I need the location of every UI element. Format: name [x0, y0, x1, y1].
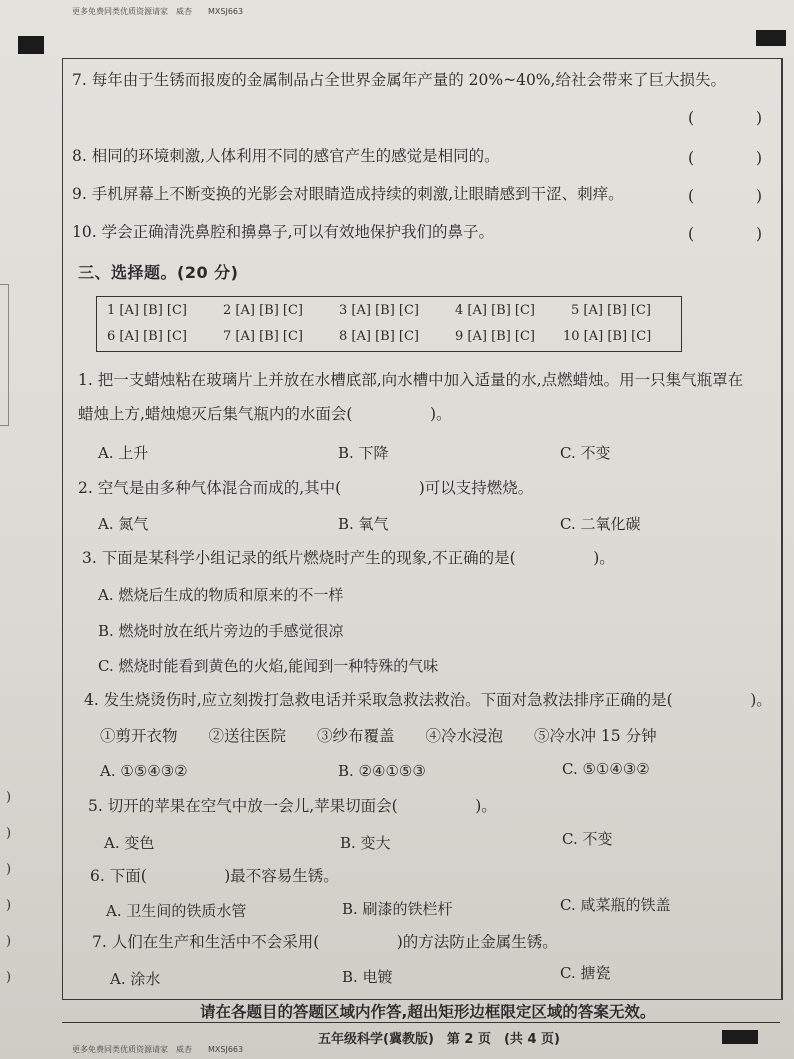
margin-paren: )	[6, 970, 12, 985]
answer-sheet-cell[interactable]: 3 [A] [B] [C]	[339, 303, 419, 318]
question-3-option-b[interactable]: B. 燃烧时放在纸片旁边的手感觉很凉	[98, 622, 344, 640]
question-4-option-a[interactable]: A. ①⑤④③②	[100, 762, 188, 780]
answer-sheet-cell[interactable]: 7 [A] [B] [C]	[223, 329, 303, 344]
question-4-steps: ①剪开衣物 ②送往医院 ③纱布覆盖 ④冷水浸泡 ⑤冷水冲 15 分钟	[100, 727, 657, 745]
question-4-option-b[interactable]: B. ②④①⑤③	[338, 762, 426, 780]
margin-paren: )	[6, 862, 12, 877]
watermark-bottom: 更多免费同类优质资源请家 威杏 MXSJ663	[72, 1045, 244, 1054]
question-1-option-b[interactable]: B. 下降	[338, 444, 389, 462]
question-4-line-1: 4. 发生烧烫伤时,应立刻拨打急救电话并采取急救法救治。下面对急救法排序正确的是( )。	[84, 691, 772, 709]
judgement-question-7: 7. 每年由于生锈而报废的金属制品占全世界金属年产量的 20%~40%,给社会带来了巨大损失。	[72, 71, 726, 89]
registration-mark-top-right	[756, 30, 786, 46]
answer-sheet-cell[interactable]: 9 [A] [B] [C]	[455, 329, 535, 344]
margin-paren: )	[6, 934, 12, 949]
question-2-line-1: 2. 空气是由多种气体混合而成的,其中( )可以支持燃烧。	[78, 479, 534, 497]
page-number: 五年级科学(冀教版) 第 2 页 (共 4 页)	[318, 1032, 560, 1047]
question-3-option-c[interactable]: C. 燃烧时能看到黄色的火焰,能闻到一种特殊的气味	[98, 657, 439, 675]
question-6-line-1: 6. 下面( )最不容易生锈。	[90, 867, 339, 885]
answer-sheet-cell[interactable]: 10 [A] [B] [C]	[563, 329, 652, 344]
judgement-question-9: 9. 手机屏幕上不断变换的光影会对眼睛造成持续的刺激,让眼睛感到干涩、刺痒。	[72, 185, 624, 203]
question-2-option-a[interactable]: A. 氮气	[98, 515, 149, 533]
question-3-option-a[interactable]: A. 燃烧后生成的物质和原来的不一样	[98, 586, 344, 604]
question-7-option-a[interactable]: A. 涂水	[110, 970, 161, 988]
question-7-option-c[interactable]: C. 搪瓷	[560, 964, 611, 982]
judgement-question-8: 8. 相同的环境刺激,人体利用不同的感官产生的感觉是相同的。	[72, 147, 500, 165]
margin-paren: )	[6, 826, 12, 841]
question-2-option-c[interactable]: C. 二氧化碳	[560, 515, 641, 533]
footer-divider	[62, 1022, 780, 1023]
question-2-option-b[interactable]: B. 氧气	[338, 515, 389, 533]
question-1-line-2: 蜡烛上方,蜡烛熄灭后集气瓶内的水面会( )。	[78, 405, 452, 423]
question-5-option-a[interactable]: A. 变色	[104, 834, 155, 852]
answer-sheet-cell[interactable]: 1 [A] [B] [C]	[107, 303, 187, 318]
question-1-option-a[interactable]: A. 上升	[98, 444, 149, 462]
registration-mark-bottom-right	[722, 1030, 758, 1044]
footer-note: 请在各题目的答题区域内作答,超出矩形边框限定区域的答案无效。	[200, 1003, 656, 1021]
question-1-option-c[interactable]: C. 不变	[560, 444, 611, 462]
answer-paren-8[interactable]: ( )	[688, 149, 763, 167]
question-5-option-c[interactable]: C. 不变	[562, 830, 613, 848]
question-5-line-1: 5. 切开的苹果在空气中放一会儿,苹果切面会( )。	[88, 797, 497, 815]
answer-sheet-cell[interactable]: 2 [A] [B] [C]	[223, 303, 303, 318]
answer-sheet-box	[96, 296, 682, 352]
left-page-edge	[0, 284, 9, 426]
question-4-option-c[interactable]: C. ⑤①④③②	[562, 760, 650, 778]
question-7-option-b[interactable]: B. 电镀	[342, 968, 393, 986]
question-1-line-1: 1. 把一支蜡烛粘在玻璃片上并放在水槽底部,向水槽中加入适量的水,点燃蜡烛。用一只集气瓶罩在	[78, 371, 744, 389]
answer-sheet-cell[interactable]: 6 [A] [B] [C]	[107, 329, 187, 344]
judgement-question-10: 10. 学会正确清洗鼻腔和擤鼻子,可以有效地保护我们的鼻子。	[72, 223, 495, 241]
question-6-option-a[interactable]: A. 卫生间的铁质水管	[106, 902, 247, 920]
question-3-line-1: 3. 下面是某科学小组记录的纸片燃烧时产生的现象,不正确的是( )。	[82, 549, 615, 567]
answer-paren-10[interactable]: ( )	[688, 225, 763, 243]
answer-paren-9[interactable]: ( )	[688, 187, 763, 205]
answer-sheet-cell[interactable]: 5 [A] [B] [C]	[571, 303, 651, 318]
section-title: 三、选择题。(20 分)	[78, 263, 239, 282]
answer-paren-7[interactable]: ( )	[688, 109, 763, 127]
question-5-option-b[interactable]: B. 变大	[340, 834, 391, 852]
registration-mark-top-left	[18, 36, 44, 54]
margin-paren: )	[6, 790, 12, 805]
question-6-option-c[interactable]: C. 咸菜瓶的铁盖	[560, 896, 671, 914]
answer-sheet-cell[interactable]: 8 [A] [B] [C]	[339, 329, 419, 344]
margin-paren: )	[6, 898, 12, 913]
watermark-top: 更多免费同类优质资源请家 威杏 MXSJ663	[72, 7, 244, 16]
question-6-option-b[interactable]: B. 刷漆的铁栏杆	[342, 900, 453, 918]
question-7-line-1: 7. 人们在生产和生活中不会采用( )的方法防止金属生锈。	[92, 933, 558, 951]
answer-sheet-cell[interactable]: 4 [A] [B] [C]	[455, 303, 535, 318]
